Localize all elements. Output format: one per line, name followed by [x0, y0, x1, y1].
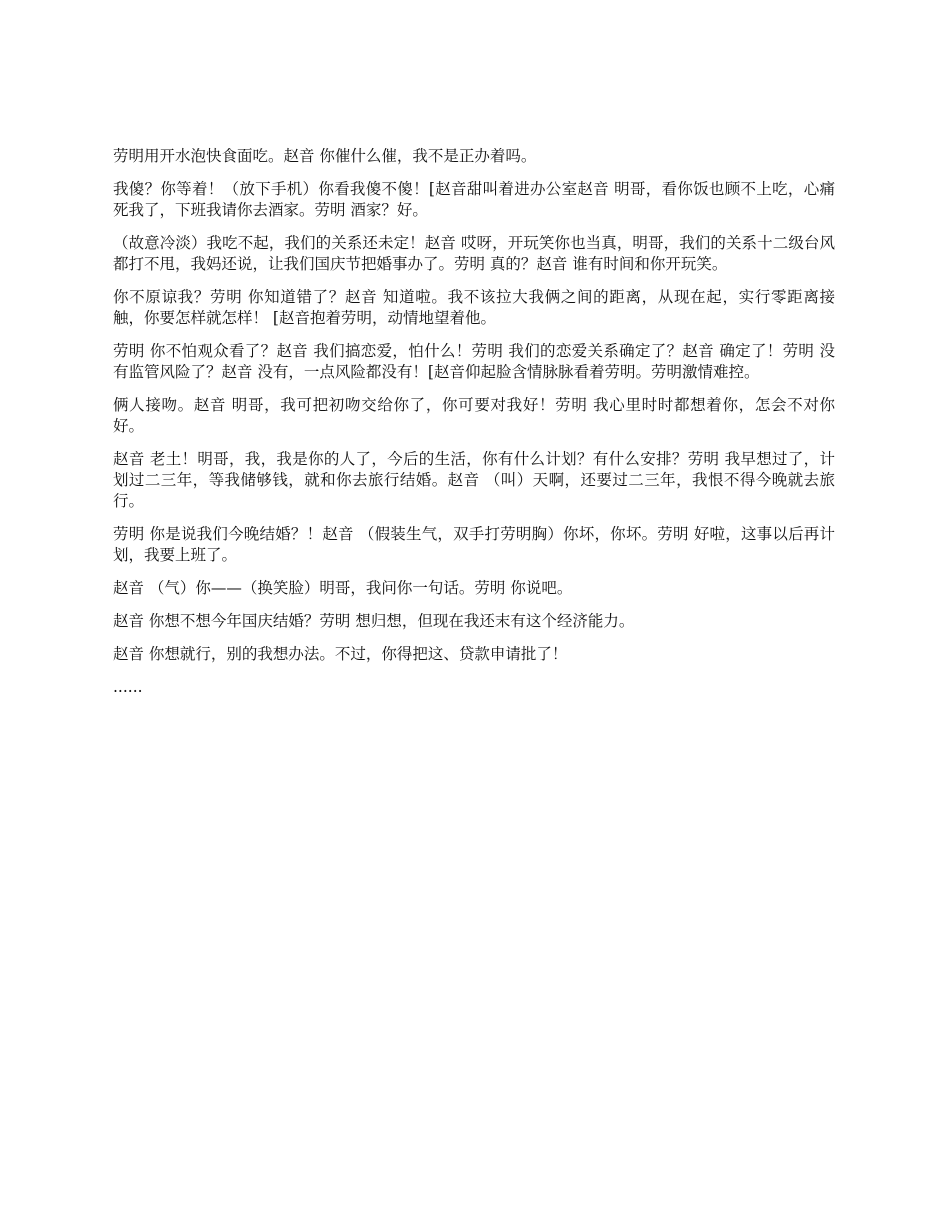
- paragraph-11: 赵音 你想就行，别的我想办法。不过，你得把这、贷款申请批了！: [113, 645, 568, 663]
- paragraph-2: 我傻？你等着！（放下手机）你看我傻不傻！[赵音甜叫着进办公室赵音 明哥，看你饭也顾不上吃，心痛死我了，下班我请你去酒家。劳明 酒家？好。: [113, 180, 835, 219]
- paragraph-7: 赵音 老土！明哥，我，我是你的人了，今后的生活，你有什么计划？有什么安排？劳明 我早想过了，计划过二三年，等我储够钱，就和你去旅行结婚。赵音 （叫）天啊，还要过二三年，我恨不得今晚就去旅行。: [113, 450, 835, 510]
- paragraph-5: 劳明 你不怕观众看了？赵音 我们搞恋爱，怕什么！劳明 我们的恋爱关系确定了？赵音 确定了！劳明 没有监管风险了？赵音 没有，一点风险都没有！[赵音仰起脸含情脉脉看着劳明。劳明激情难控。: [113, 342, 835, 381]
- paragraph-10: 赵音 你想不想今年国庆结婚？劳明 想归想，但现在我还末有这个经济能力。: [113, 612, 635, 630]
- paragraph-1: 劳明用开水泡快食面吃。赵音 你催什么催，我不是正办着吗。: [113, 147, 537, 165]
- paragraph-6: 俩人接吻。赵音 明哥，我可把初吻交给你了，你可要对我好！劳明 我心里时时都想着你，怎会不对你好。: [113, 396, 835, 435]
- paragraph-3: （故意冷淡）我吃不起，我们的关系还未定！赵音 哎呀，开玩笑你也当真，明哥，我们的关系十二级台风都打不甩，我妈还说，让我们国庆节把婚事办了。劳明 真的？赵音 谁有时间和你开玩笑。: [113, 234, 835, 273]
- paragraph-8: 劳明 你是说我们今晚结婚？！赵音 （假装生气，双手打劳明胸）你坏，你坏。劳明 好啦，这事以后再计划，我要上班了。: [113, 525, 835, 564]
- paragraph-9: 赵音 （气）你——（换笑脸）明哥，我问你一句话。劳明 你说吧。: [113, 579, 573, 597]
- paragraph-4: 你不原谅我？劳明 你知道错了？赵音 知道啦。我不该拉大我俩之间的距离，从现在起，实行零距离接触，你要怎样就怎样！ [赵音抱着劳明，动情地望着他。: [113, 288, 835, 327]
- document-body: [113, 146, 835, 698]
- continuation-ellipsis: ......: [113, 678, 143, 696]
